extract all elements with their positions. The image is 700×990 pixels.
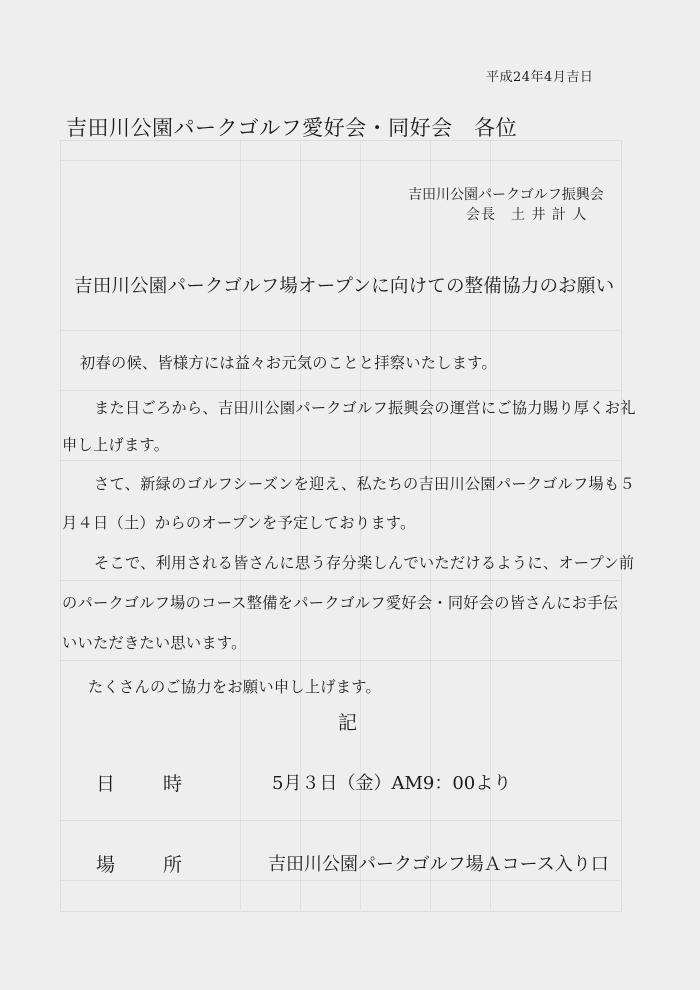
season-paragraph-line-2: 月４日（土）からのオープンを予定しております。 — [62, 514, 416, 532]
sender-title-name: 会長 土 井 計 人 — [466, 207, 588, 223]
notice-heading: 記 — [338, 712, 358, 734]
thanks-paragraph-line-1: また日ごろから、吉田川公園パークゴルフ振興会の運営にご協力賜り厚くお礼 — [94, 399, 636, 417]
datetime-label — [96, 769, 182, 796]
datetime-label-char-1: 日 — [96, 773, 116, 795]
place-label-char-1: 場 — [96, 854, 116, 876]
recipient-heading: 吉田川公園パークゴルフ愛好会・同好会 各位 — [66, 116, 518, 140]
letter-subject: 吉田川公園パークゴルフ場オープンに向けての整備協力のお願い — [74, 276, 615, 297]
datetime-label-char-2: 時 — [163, 773, 183, 795]
request-paragraph-line-3: いいただきたい思います。 — [62, 634, 247, 652]
season-paragraph-line-1: さて、新緑のゴルフシーズンを迎え、私たちの吉田川公園パークゴルフ場も５ — [94, 475, 635, 493]
document-date: 平成24年4月吉日 — [486, 70, 594, 85]
place-label-char-2: 所 — [163, 854, 183, 876]
request-paragraph-line-1: そこで、利用される皆さんに思う存分楽しんでいただけるように、オープン前 — [94, 554, 635, 572]
greeting-paragraph: 初春の候、皆様方には益々お元気のことと拝察いたします。 — [80, 354, 497, 372]
thanks-paragraph-line-2: 申し上げます。 — [62, 436, 170, 454]
closing-paragraph: たくさんのご協力をお願い申し上げます。 — [88, 678, 382, 696]
place-value: 吉田川公園パークゴルフ場Ａコース入り口 — [268, 854, 609, 875]
request-paragraph-line-2: のパークゴルフ場のコース整備をパークゴルフ愛好会・同好会の皆さんにお手伝 — [62, 594, 619, 612]
place-label — [96, 850, 182, 877]
sender-organization: 吉田川公園パークゴルフ振興会 — [408, 187, 604, 203]
datetime-value: 5月３日（金）AM9：00より — [272, 773, 512, 794]
